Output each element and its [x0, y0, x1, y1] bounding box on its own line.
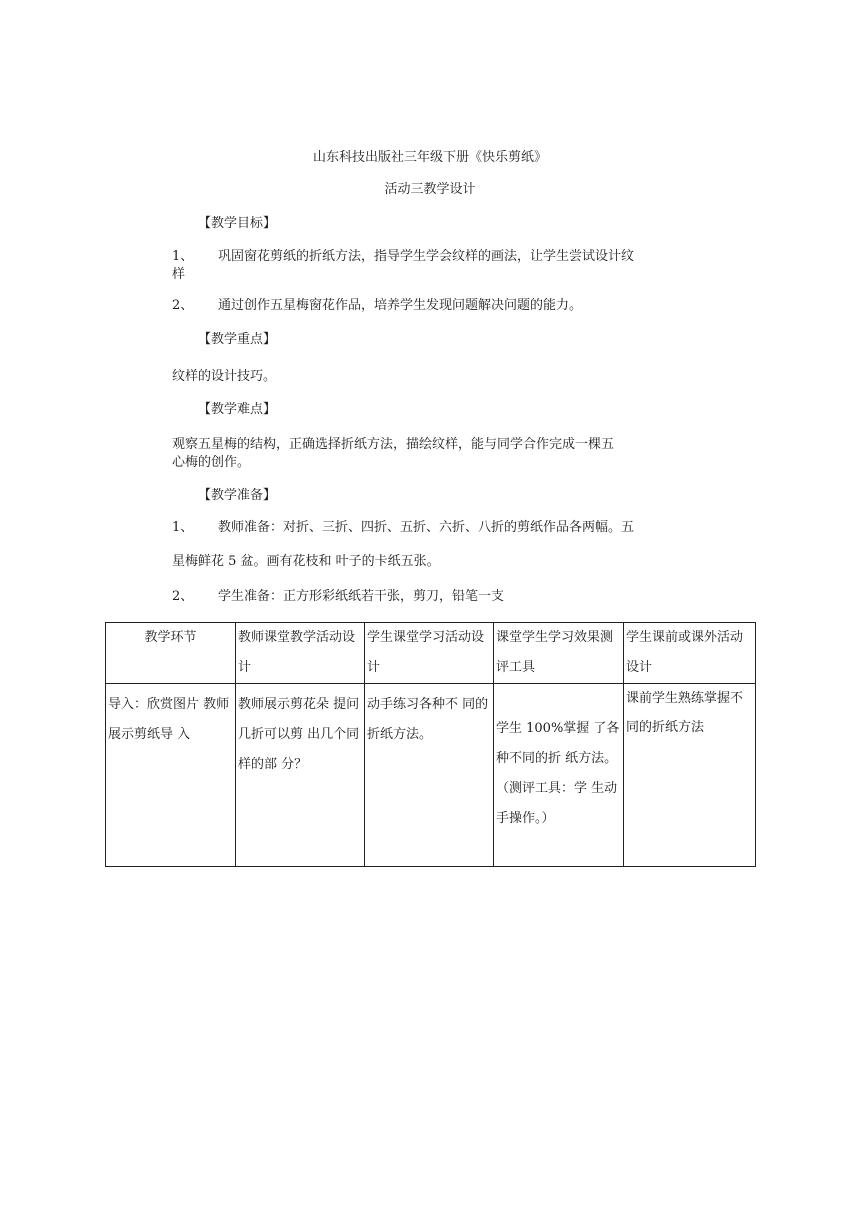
prep-2-number: 2、	[172, 589, 194, 604]
header-teacher-activity: 教师课堂教学活动设计	[236, 623, 365, 684]
header-teaching-stage: 教学环节	[106, 623, 236, 684]
cell-student-activity: 动手练习各种不 同的折纸方法。	[365, 684, 494, 867]
preparation-heading: 【教学准备】	[198, 488, 277, 503]
difficulties-heading: 【教学难点】	[198, 402, 277, 417]
cell-teaching-stage: 导入：欣赏图片 教师展示剪纸导 入	[106, 684, 236, 867]
table-header-row	[106, 623, 756, 684]
goal-2	[172, 298, 582, 314]
header-student-activity: 学生课堂学习活动设计	[365, 623, 494, 684]
doc-subtitle: 活动三教学设计	[384, 182, 476, 197]
lesson-plan-table	[105, 622, 756, 867]
doc-title: 山东科技出版社三年级下册《快乐剪纸》	[312, 150, 547, 165]
goal-1-continuation: 样	[172, 267, 186, 282]
prep-1-text: 教师准备：对折、三折、四折、五折、六折、八折的剪纸作品各两幅。五	[218, 520, 635, 535]
prep-2-text: 学生准备：正方形彩纸纸若干张，剪刀，铅笔一支	[218, 589, 505, 604]
prep-1-continuation: 星梅鲜花 5 盆。画有花枝和 叶子的卡纸五张。	[172, 554, 440, 569]
goal-1-number: 1、	[172, 249, 194, 264]
key-points-text: 纹样的设计技巧。	[172, 369, 277, 384]
header-extra-activity: 学生课前或课外活动设计	[624, 623, 756, 684]
prep-1	[172, 520, 634, 536]
difficulties-line-2: 心梅的创作。	[172, 455, 251, 470]
goal-1	[172, 249, 634, 265]
goal-2-number: 2、	[172, 298, 194, 313]
header-assessment-tool: 课堂学生学习效果测评工具	[494, 623, 624, 684]
difficulties-line-1: 观察五星梅的结构，正确选择折纸方法，描绘纹样，能与同学合作完成一棵五	[172, 437, 615, 452]
key-points-heading: 【教学重点】	[198, 332, 277, 347]
goals-heading: 【教学目标】	[198, 216, 277, 231]
cell-extra-activity: 课前学生熟练掌握不同的折纸方法	[624, 684, 756, 867]
goal-2-text: 通过创作五星梅窗花作品，培养学生发现问题解决问题的能力。	[218, 298, 583, 313]
cell-teacher-activity: 教师展示剪花朵 提问几折可以剪 出几个同样的部 分？	[236, 684, 365, 867]
cell-assessment-tool: 学生 100%掌握 了各种不同的折 纸方法。（测评工具：学 生动手操作。）	[494, 684, 624, 867]
table-row	[106, 684, 756, 867]
prep-1-number: 1、	[172, 520, 194, 535]
goal-1-text: 巩固窗花剪纸的折纸方法，指导学生学会纹样的画法，让学生尝试设计纹	[218, 249, 635, 264]
prep-2	[172, 589, 504, 605]
